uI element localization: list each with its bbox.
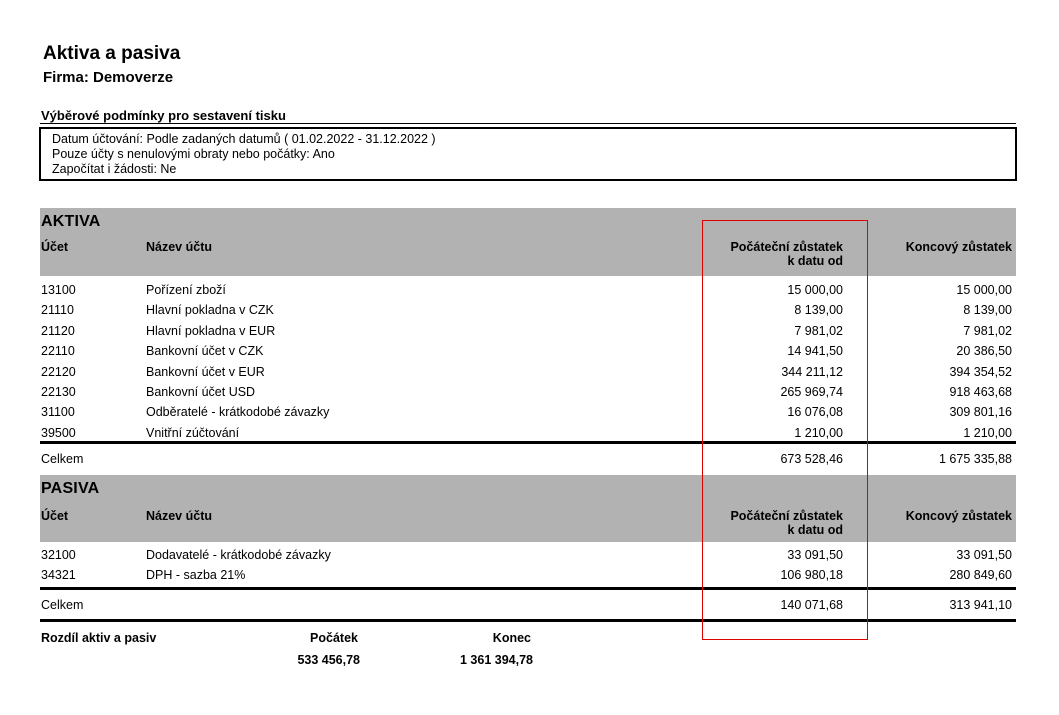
cell-closing: 1 210,00 xyxy=(963,425,1012,440)
cell-name: Vnitřní zúčtování xyxy=(146,425,240,440)
cell-closing: 280 849,60 xyxy=(949,568,1012,583)
cell-name: Bankovní účet USD xyxy=(146,384,256,399)
summary-label-row xyxy=(0,627,1059,649)
company-name: Firma: Demoverze xyxy=(43,69,174,86)
conditions-rule-line xyxy=(40,123,1016,124)
column-header-opening-line1: Počáteční zůstatek xyxy=(730,509,843,523)
aktiva-total-separator xyxy=(40,441,1016,444)
column-header-opening-line1: Počáteční zůstatek xyxy=(730,240,843,254)
summary-value-row xyxy=(0,649,1059,671)
cell-opening: 15 000,00 xyxy=(787,283,843,297)
cell-opening: 8 139,00 xyxy=(794,303,843,318)
condition-line: Datum účtování: Podle zadaných datumů ( 01.02.2022 - 31.12.2022 ) xyxy=(52,132,436,146)
cell-closing: 394 354,52 xyxy=(949,364,1012,379)
table-row xyxy=(0,300,1059,320)
cell-name: Hlavní pokladna v EUR xyxy=(146,323,276,338)
cell-account: 22130 xyxy=(41,384,76,399)
aktiva-rows xyxy=(0,280,1059,443)
cell-account: 22110 xyxy=(41,344,75,359)
cell-name: DPH - sazba 21% xyxy=(146,568,246,583)
condition-line: Pouze účty s nenulovými obraty nebo počátky: Ano xyxy=(52,146,335,161)
column-header-name: Název účtu xyxy=(146,509,212,523)
cell-closing: 309 801,16 xyxy=(949,405,1012,420)
total-opening: 673 528,46 xyxy=(780,452,843,466)
cell-name: Dodavatelé - krátkodobé závazky xyxy=(146,548,331,562)
total-label: Celkem xyxy=(41,598,84,612)
cell-name: Pořízení zboží xyxy=(146,283,226,297)
cell-account: 34321 xyxy=(41,568,76,583)
total-closing: 1 675 335,88 xyxy=(939,452,1012,466)
column-header-opening-line2: k datu od xyxy=(787,253,843,268)
cell-opening: 106 980,18 xyxy=(780,568,843,583)
section-heading-pasiva: PASIVA xyxy=(41,480,100,497)
cell-account: 39500 xyxy=(41,425,76,440)
cell-name: Hlavní pokladna v CZK xyxy=(146,303,274,318)
page-title: Aktiva a pasiva xyxy=(43,43,181,64)
cell-opening: 16 076,08 xyxy=(787,405,843,420)
total-label: Celkem xyxy=(41,452,84,466)
cell-closing: 15 000,00 xyxy=(956,283,1012,297)
summary-start-label: Počátek xyxy=(310,631,358,645)
table-row xyxy=(0,321,1059,341)
condition-line: Započítat i žádosti: Ne xyxy=(52,161,177,176)
cell-opening: 7 981,02 xyxy=(794,323,843,338)
table-row xyxy=(0,341,1059,361)
cell-account: 21120 xyxy=(41,323,75,338)
summary-end-label: Konec xyxy=(492,631,531,645)
column-header-account: Účet xyxy=(41,509,69,523)
cell-opening: 33 091,50 xyxy=(787,548,843,562)
column-header-closing-balance: Koncový zůstatek xyxy=(905,509,1012,523)
pasiva-total-separator xyxy=(40,587,1016,590)
cell-closing: 7 981,02 xyxy=(963,323,1012,338)
summary-title: Rozdíl aktiv a pasiv xyxy=(41,631,157,645)
conditions-box xyxy=(39,127,1017,181)
column-header-closing-balance: Koncový zůstatek xyxy=(905,240,1012,254)
cell-closing: 8 139,00 xyxy=(963,303,1012,318)
aktiva-total-row xyxy=(0,449,1059,470)
summary-end-value: 1 361 394,78 xyxy=(460,653,533,667)
cell-account: 22120 xyxy=(41,364,76,379)
pasiva-rows xyxy=(0,545,1059,586)
column-header-opening-balance xyxy=(640,510,843,538)
table-row xyxy=(0,280,1059,300)
table-row xyxy=(0,565,1059,585)
table-row xyxy=(0,545,1059,565)
cell-account: 21110 xyxy=(41,303,74,318)
table-row xyxy=(0,402,1059,422)
cell-opening: 14 941,50 xyxy=(787,344,843,359)
table-row xyxy=(0,362,1059,382)
cell-closing: 918 463,68 xyxy=(949,384,1012,399)
table-row xyxy=(0,382,1059,402)
pasiva-total-row xyxy=(0,595,1059,616)
cell-opening: 1 210,00 xyxy=(794,425,843,440)
summary-separator xyxy=(40,619,1016,622)
cell-opening: 344 211,12 xyxy=(781,364,843,379)
total-opening: 140 071,68 xyxy=(780,598,843,612)
cell-name: Bankovní účet v CZK xyxy=(146,344,264,359)
conditions-heading: Výběrové podmínky pro sestavení tisku xyxy=(41,108,286,123)
summary-start-value: 533 456,78 xyxy=(297,653,360,667)
column-header-opening-line2: k datu od xyxy=(787,522,843,537)
column-header-opening-balance xyxy=(640,241,843,269)
cell-account: 13100 xyxy=(41,283,76,297)
column-header-account: Účet xyxy=(41,240,69,254)
cell-opening: 265 969,74 xyxy=(780,384,843,399)
total-closing: 313 941,10 xyxy=(949,598,1012,612)
cell-account: 31100 xyxy=(41,405,75,420)
cell-name: Bankovní účet v EUR xyxy=(146,364,265,379)
cell-closing: 20 386,50 xyxy=(956,344,1012,359)
section-heading-aktiva: AKTIVA xyxy=(41,213,101,230)
cell-account: 32100 xyxy=(41,548,76,562)
cell-name: Odběratelé - krátkodobé závazky xyxy=(146,405,330,420)
column-header-name: Název účtu xyxy=(146,240,212,254)
cell-closing: 33 091,50 xyxy=(956,548,1012,562)
